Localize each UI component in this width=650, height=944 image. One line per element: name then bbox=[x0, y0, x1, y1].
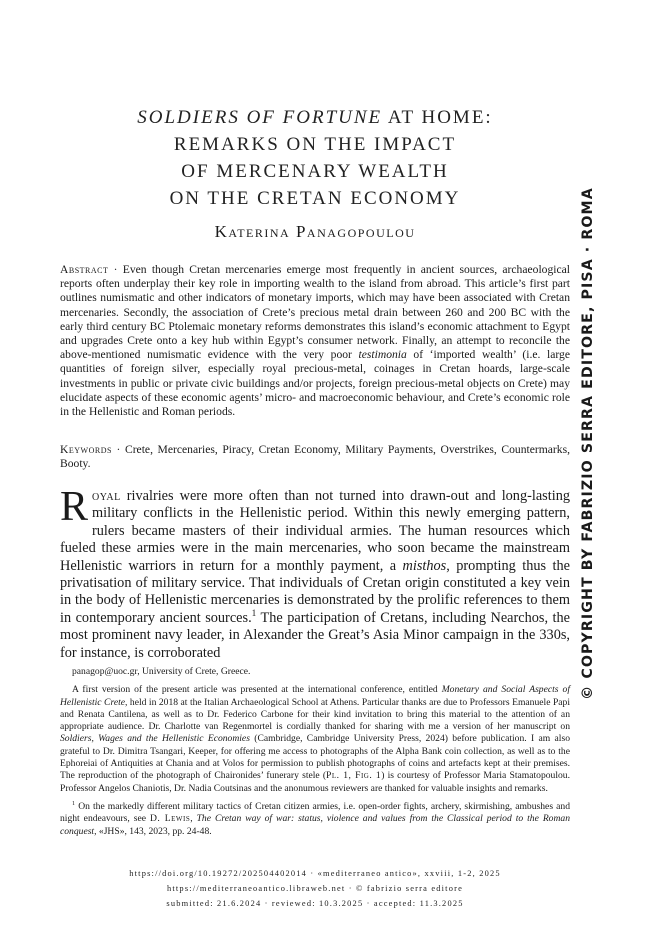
ack-text-b: , held in 2018 at the Italian Archaeological School at Athens. Particular thanks are due to Professors Emanuele Papi and Renata Cantilena, as well as to Dr. Federico Carbone for their kind invitation to bring this material to the attention of an appropriate audience. Dr. Charlotte van Regenmortel is cordially thanked for sharing with me a version of her manuscript on bbox=[60, 696, 570, 733]
footnote-1 bbox=[60, 801, 570, 838]
title-line-1-rest: AT HOME: bbox=[382, 107, 493, 128]
title-line-4: ON THE CRETAN ECONOMY bbox=[169, 188, 461, 209]
acknowledgement-note bbox=[60, 684, 570, 795]
copyright-watermark: © COPYRIGHT BY FABRIZIO SERRA EDITORE, PISA · ROMA bbox=[580, 187, 596, 700]
body-text-b: , prompting thus the privatisation of military service. That individuals of Cretan origin constituted a key vein in the body of Hellenistic mercenaries is demonstrated by the prolific references to them in contemporary ancient sources. bbox=[60, 557, 570, 626]
keywords bbox=[60, 443, 570, 471]
keywords-label: Keywords bbox=[60, 443, 112, 456]
body-text-c: The participation of Cretans, including Nearchos, the most prominent navy leader, in Alexander the Great’s Asia Minor campaign in the 330s, for instance, is corroborated bbox=[60, 609, 570, 661]
body-smallcaps: oyal bbox=[92, 488, 121, 504]
keywords-text: · Crete, Mercenaries, Piracy, Cretan Economy, Military Payments, Overstrikes, Countermarks, Booty. bbox=[60, 443, 570, 471]
fn1-text-b: , bbox=[190, 813, 197, 825]
article-title bbox=[60, 104, 570, 212]
page-footer bbox=[60, 866, 570, 911]
footnotes bbox=[60, 666, 570, 838]
body-text-a: rivalries were more often than not turned into drawn-out and long-lasting military conflicts in the Hellenistic period. Within this newly emerging pattern, rulers became masters of their individual armies. The human resources which fueled these armies were in the main mercenaries, who soon became the mainstream Hellenistic warriors in return for a monthly payment, a bbox=[60, 488, 570, 574]
fn1-text-a: On the markedly different military tactics of Cretan citizen armies, i.e. open-order fights, archery, skirmishing, ambushes and night endeavours, see bbox=[60, 800, 570, 825]
author-email: panagop@uoc.gr, University of Crete, Greece. bbox=[72, 666, 251, 677]
abstract bbox=[60, 263, 570, 419]
body-italic: misthos bbox=[402, 557, 447, 574]
title-line-3: OF MERCENARY WEALTH bbox=[181, 161, 449, 182]
footer-website-line[interactable]: https://mediterraneoantico.libraweb.net · © fabrizio serra editore bbox=[166, 884, 463, 893]
ack-italic-2: Soldiers, Wages and the Hellenistic Economies bbox=[60, 733, 250, 745]
body-paragraph bbox=[60, 484, 570, 662]
abstract-italic: testimonia bbox=[358, 348, 407, 362]
title-line-2: REMARKS ON THE IMPACT bbox=[173, 134, 457, 155]
fn1-italic: The Cretan way of war: status, violence and values from the Classical period to the Roman conquest bbox=[60, 813, 571, 837]
author-name: Katerina Panagopoulou bbox=[214, 222, 416, 241]
title-italic: SOLDIERS OF FORTUNE bbox=[137, 107, 383, 128]
ack-text-d: ) is courtesy of Professor Maria Stamatopoulou. Professor Angelos Chaniotis, Dr. Nadia Coutsinas and the anonumous reviewers are thanked for valuable insights and remarks. bbox=[60, 770, 570, 794]
footnote-1-number: 1 bbox=[72, 799, 76, 807]
fn1-text-c: , «JHS», 143, 2023, pp. 24-48. bbox=[94, 825, 212, 837]
fn1-smallcaps: D. Lewis bbox=[149, 813, 191, 825]
footer-doi-line[interactable]: https://doi.org/10.19272/202504402014 · «mediterraneo antico», xxviii, 1-2, 2025 bbox=[129, 869, 501, 878]
ack-text-c: (Cambridge, Cambridge University Press, 2024) before publication. I am also grateful to Dr. Dimitra Tsangari, Keeper, for offering me access to photographs of the Alpha Bank coin collection, as well as to the Ephoreiai of Antiquities at Chania and at Volos for permission to publish photographs of coins and artefacts kept at their premises. The reproduction of the photograph of Chaironides’ funerary stele ( bbox=[60, 733, 570, 782]
footer-dates-line: submitted: 21.6.2024 · reviewed: 10.3.2025 · accepted: 11.3.2025 bbox=[166, 899, 464, 908]
ack-italic-1: Monetary and Social Aspects of Hellenistic Crete bbox=[60, 684, 570, 708]
ack-text-a: A first version of the present article was presented at the international conference, entitled bbox=[72, 684, 442, 696]
drop-cap: R bbox=[60, 484, 89, 530]
abstract-text-b: of ‘imported wealth’ (i.e. large quantities of foreign silver, especially royal precious-metal, coinages in Cretan hoards, large-scale investments in public or private civic buildings and/or projects, foreign precious-metal objects on Crete) may elucidate aspects of these economic agents’ micro- and macroeconomic behaviour, and Crete’s economic role in the Hellenistic and Roman periods. bbox=[60, 348, 570, 419]
abstract-label: Abstract bbox=[60, 263, 109, 276]
abstract-text-a: · Even though Cretan mercenaries emerge most frequently in ancient sources, archaeological reports often underplay their key role in importing wealth to the island from abroad. This article’s first part outlines numismatic and other indicators of monetary imports, which may have been associated with Cretan mercenaries. Secondly, the association of Crete’s precious metal drain between 260 and 200 BC with the early third century BC Ptolemaic monetary reforms demonstrates this island’s economic attachment to Egypt and upgrades Crete onto a key hub within Egypt’s consumer network. Finally, an attempt to reconcile the above-mentioned numismatic evidence with the very poor bbox=[60, 263, 570, 362]
title-line-1 bbox=[60, 104, 570, 131]
ack-smallcaps: Pl. 1, Fig. 1 bbox=[326, 770, 382, 782]
footnote-ref-1[interactable]: 1 bbox=[251, 609, 257, 620]
